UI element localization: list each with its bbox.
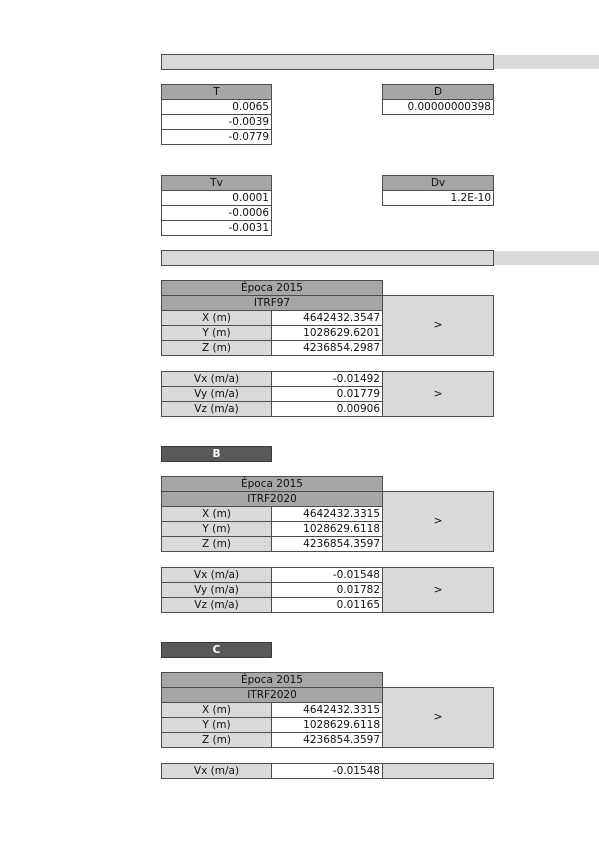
- block-a-vx-label: Vx (m/a): [161, 371, 272, 387]
- block-b-vx-value[interactable]: -0.01548: [271, 567, 383, 583]
- t-value-1[interactable]: 0.0065: [161, 99, 272, 115]
- section-c-label: C: [161, 642, 272, 658]
- block-a-vy-label: Vy (m/a): [161, 386, 272, 402]
- block-c-y-label: Y (m): [161, 717, 272, 733]
- block-a-vz-value[interactable]: 0.00906: [271, 401, 383, 417]
- block-c-vx-label: Vx (m/a): [161, 763, 272, 779]
- block-b-vz-label: Vz (m/a): [161, 597, 272, 613]
- block-a-vy-value[interactable]: 0.01779: [271, 386, 383, 402]
- second-title-bar-extension: [494, 251, 599, 265]
- t-value-2[interactable]: -0.0039: [161, 114, 272, 130]
- block-c-z-value[interactable]: 4236854.3597: [271, 732, 383, 748]
- tv-header: Tv: [161, 175, 272, 191]
- t-header: T: [161, 84, 272, 100]
- tv-value-2[interactable]: -0.0006: [161, 205, 272, 221]
- block-b-y-label: Y (m): [161, 521, 272, 537]
- block-b-x-label: X (m): [161, 506, 272, 522]
- tv-value-1[interactable]: 0.0001: [161, 190, 272, 206]
- dv-value[interactable]: 1.2E-10: [382, 190, 494, 206]
- t-value-3[interactable]: -0.0779: [161, 129, 272, 145]
- block-c-y-value[interactable]: 1028629.6118: [271, 717, 383, 733]
- block-b-z-value[interactable]: 4236854.3597: [271, 536, 383, 552]
- block-a-velocity-convert-button[interactable]: >: [382, 371, 494, 417]
- tv-value-3[interactable]: -0.0031: [161, 220, 272, 236]
- block-c-x-label: X (m): [161, 702, 272, 718]
- block-a-y-value[interactable]: 1028629.6201: [271, 325, 383, 341]
- block-b-z-label: Z (m): [161, 536, 272, 552]
- block-a-frame: ITRF97: [161, 295, 383, 311]
- block-a-vz-label: Vz (m/a): [161, 401, 272, 417]
- block-a-z-label: Z (m): [161, 340, 272, 356]
- block-b-y-value[interactable]: 1028629.6118: [271, 521, 383, 537]
- dv-header: Dv: [382, 175, 494, 191]
- top-title-bar: [161, 54, 494, 70]
- top-title-bar-extension: [494, 55, 599, 69]
- block-b-velocity-convert-button[interactable]: >: [382, 567, 494, 613]
- block-c-position-convert-button[interactable]: >: [382, 687, 494, 748]
- block-a-epoch: Época 2015: [161, 280, 383, 296]
- d-header: D: [382, 84, 494, 100]
- block-b-frame: ITRF2020: [161, 491, 383, 507]
- second-title-bar: [161, 250, 494, 266]
- block-a-position-convert-button[interactable]: >: [382, 295, 494, 356]
- block-c-z-label: Z (m): [161, 732, 272, 748]
- block-b-vy-label: Vy (m/a): [161, 582, 272, 598]
- d-value[interactable]: 0.00000000398: [382, 99, 494, 115]
- block-c-frame: ITRF2020: [161, 687, 383, 703]
- block-b-epoch: Época 2015: [161, 476, 383, 492]
- block-a-z-value[interactable]: 4236854.2987: [271, 340, 383, 356]
- block-c-epoch: Época 2015: [161, 672, 383, 688]
- block-b-vy-value[interactable]: 0.01782: [271, 582, 383, 598]
- block-b-vz-value[interactable]: 0.01165: [271, 597, 383, 613]
- block-a-vx-value[interactable]: -0.01492: [271, 371, 383, 387]
- block-a-x-value[interactable]: 4642432.3547: [271, 310, 383, 326]
- section-b-label: B: [161, 446, 272, 462]
- block-b-vx-label: Vx (m/a): [161, 567, 272, 583]
- block-c-x-value[interactable]: 4642432.3315: [271, 702, 383, 718]
- block-a-x-label: X (m): [161, 310, 272, 326]
- block-a-y-label: Y (m): [161, 325, 272, 341]
- block-c-vx-value[interactable]: -0.01548: [271, 763, 383, 779]
- block-c-velocity-convert-button-partial[interactable]: [382, 763, 494, 779]
- block-b-position-convert-button[interactable]: >: [382, 491, 494, 552]
- block-b-x-value[interactable]: 4642432.3315: [271, 506, 383, 522]
